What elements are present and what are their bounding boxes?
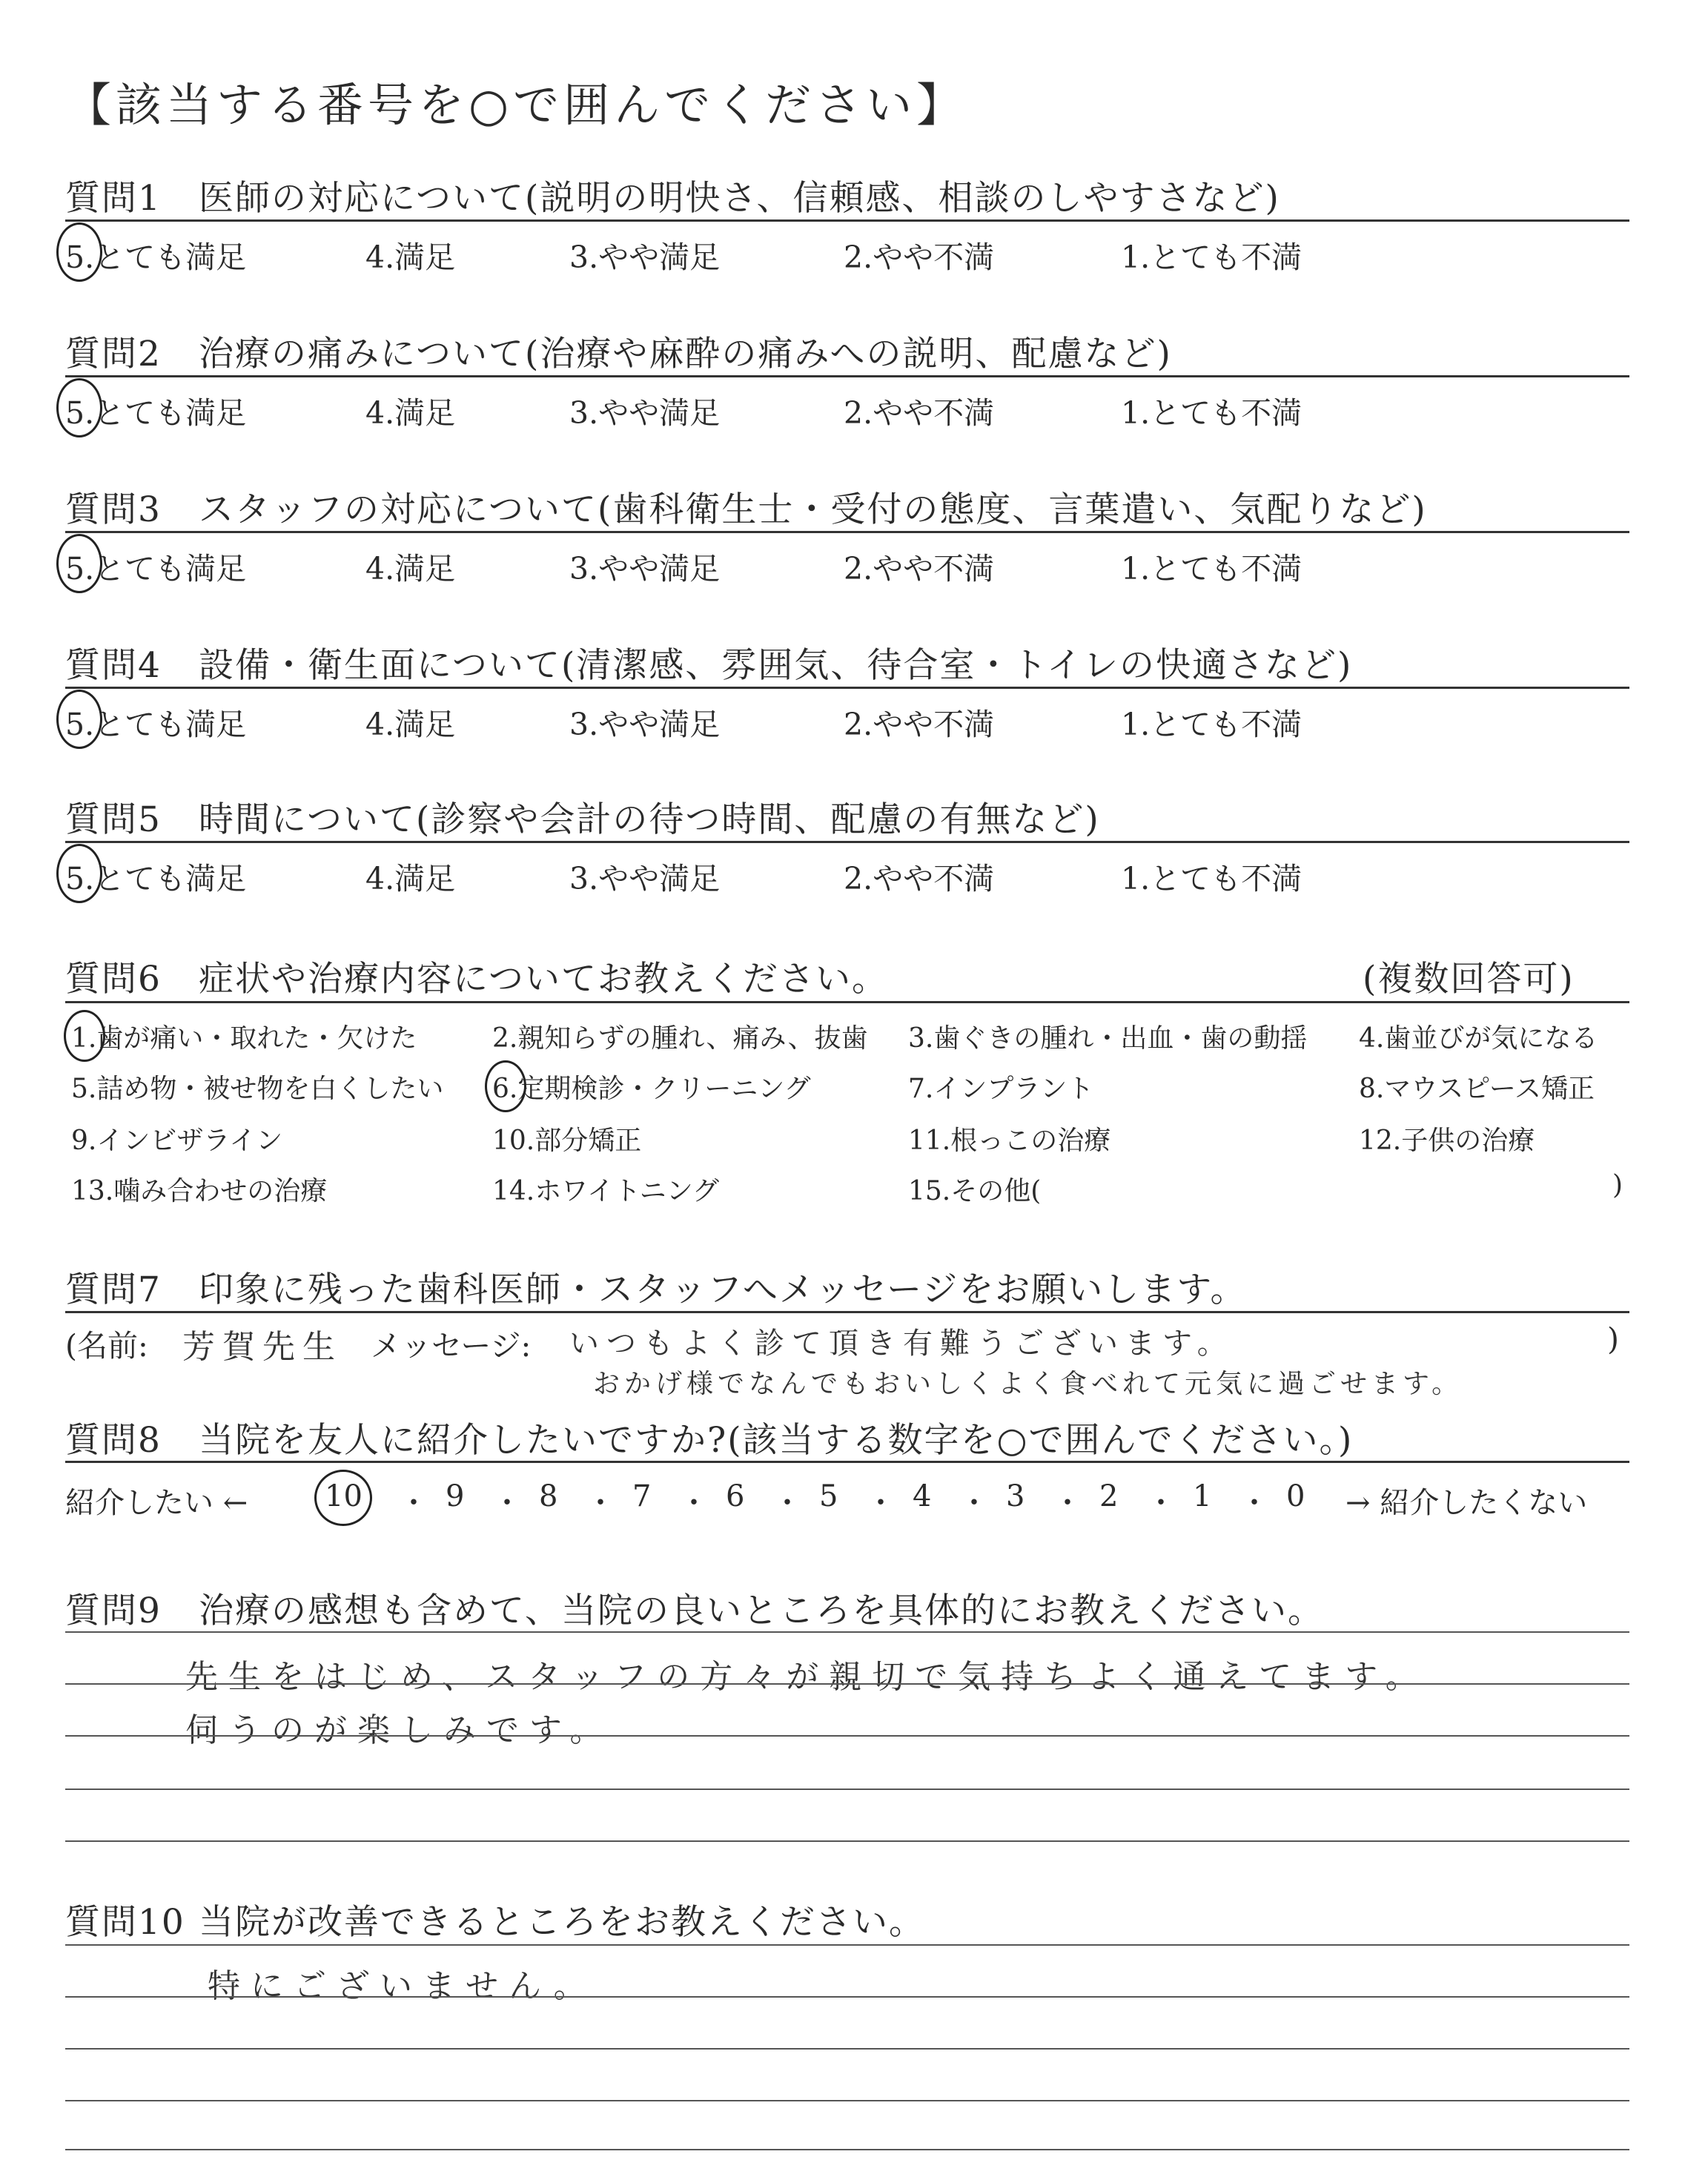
symptom-option-4[interactable]: 4.歯並びが気になる	[1359, 1023, 1598, 1054]
scale-separator: ・	[866, 1486, 896, 1520]
symptom-option-12[interactable]: 12.子供の治療	[1359, 1126, 1535, 1156]
scale-separator: ・	[959, 1486, 989, 1520]
rating-option-1[interactable]: 1.とても不満	[1121, 861, 1302, 896]
question-5-heading	[65, 792, 1100, 842]
scale-separator: ・	[586, 1486, 615, 1520]
question-text: 治療の感想も含めて、当院の良いところを具体的にお教えください。	[199, 1591, 1325, 1631]
rating-option-2[interactable]: 2.やや不満	[844, 707, 995, 742]
scale-separator: ・	[1146, 1486, 1176, 1520]
q10-answer-line-1: 特にございません。	[208, 1967, 597, 2005]
message-line-1: いつもよく診て頂き有難うございます。	[569, 1327, 1234, 1361]
rating-option-3[interactable]: 3.やや満足	[569, 861, 721, 896]
question-3-heading	[65, 482, 1427, 532]
selection-circle	[64, 1010, 105, 1062]
rating-option-1[interactable]: 1.とても不満	[1121, 395, 1302, 431]
rating-option-2[interactable]: 2.やや不満	[844, 240, 995, 275]
question-number: 質問3	[65, 489, 162, 530]
symptom-option-8[interactable]: 8.マウスピース矯正	[1359, 1074, 1595, 1104]
symptom-option-5[interactable]: 5.詰め物・被せ物を白くしたい	[71, 1074, 444, 1104]
selection-circle	[56, 690, 102, 749]
question-text: 当院を友人に紹介したいですか?(該当する数字を○で囲んでください。)	[199, 1420, 1354, 1461]
question-text: 医師の対応について(説明の明快さ、信頼感、相談のしやすさなど)	[199, 178, 1280, 219]
question-7-rule	[65, 1311, 1629, 1313]
symptom-option-9[interactable]: 9.インビザライン	[71, 1126, 283, 1156]
multiple-answer-note: (複数回答可)	[1363, 959, 1575, 1000]
question-number: 質問6	[65, 959, 162, 1000]
scale-value-9[interactable]: 9	[446, 1479, 465, 1513]
answer-line	[65, 1789, 1629, 1790]
question-text: 治療の痛みについて(治療や麻酔の痛みへの説明、配慮など)	[199, 334, 1172, 374]
question-text: 当院が改善できるところをお教えください。	[199, 1902, 925, 1943]
question-2-heading	[65, 326, 1172, 376]
question-1-rule	[65, 219, 1629, 222]
scale-value-1[interactable]: 1	[1193, 1479, 1212, 1513]
answer-line	[65, 2048, 1629, 2050]
rating-option-4[interactable]: 4.満足	[365, 551, 456, 587]
symptom-option-6[interactable]: 6.定期検診・クリーニング	[492, 1074, 811, 1104]
question-5-rule	[65, 841, 1629, 843]
rating-option-5[interactable]: 5.とても満足	[65, 707, 247, 742]
answer-line	[65, 1996, 1629, 1998]
scale-value-8[interactable]: 8	[539, 1479, 558, 1513]
question-2-rule	[65, 375, 1629, 377]
recommend-right-label: → 紹介したくない	[1345, 1486, 1588, 1520]
rating-option-1[interactable]: 1.とても不満	[1121, 240, 1302, 275]
scale-separator: ・	[1053, 1486, 1082, 1520]
symptom-option-10[interactable]: 10.部分矯正	[492, 1126, 642, 1156]
question-1-heading	[65, 171, 1280, 220]
scale-value-4[interactable]: 4	[913, 1479, 932, 1513]
question-text: 設備・衛生面について(清潔感、雰囲気、待合室・トイレの快適さなど)	[199, 645, 1353, 686]
message-close-paren: )	[1607, 1321, 1619, 1357]
rating-option-4[interactable]: 4.満足	[365, 861, 456, 896]
scale-separator: ・	[772, 1486, 802, 1520]
other-close-paren: )	[1612, 1170, 1623, 1200]
selection-circle	[56, 378, 102, 437]
symptom-option-15[interactable]: 15.その他(	[908, 1176, 1042, 1206]
symptom-option-3[interactable]: 3.歯ぐきの腫れ・出血・歯の動揺	[908, 1023, 1308, 1054]
rating-option-4[interactable]: 4.満足	[365, 707, 456, 742]
scale-separator: ・	[492, 1486, 522, 1520]
answer-line	[65, 1735, 1629, 1737]
question-text: 症状や治療内容についてお教えください。	[199, 959, 889, 1000]
question-9-heading	[65, 1583, 1324, 1633]
rating-option-3[interactable]: 3.やや満足	[569, 707, 721, 742]
selection-circle	[56, 844, 102, 903]
recommend-left-label: 紹介したい ←	[65, 1486, 248, 1520]
rating-option-4[interactable]: 4.満足	[365, 240, 456, 275]
selection-circle	[56, 534, 102, 593]
symptom-option-2[interactable]: 2.親知らずの腫れ、痛み、抜歯	[492, 1023, 868, 1054]
name-label: (名前:	[65, 1328, 148, 1364]
symptom-option-7[interactable]: 7.インプラント	[908, 1074, 1094, 1104]
rating-option-2[interactable]: 2.やや不満	[844, 551, 995, 587]
symptom-option-1[interactable]: 1.歯が痛い・取れた・欠けた	[71, 1023, 417, 1054]
answer-line	[65, 2100, 1629, 2101]
question-number: 質問1	[65, 178, 162, 219]
question-number: 質問4	[65, 645, 162, 686]
answer-line	[65, 1944, 1629, 1946]
answer-line	[65, 1683, 1629, 1685]
symptom-option-13[interactable]: 13.噛み合わせの治療	[71, 1176, 328, 1206]
selection-circle	[56, 222, 102, 282]
rating-option-5[interactable]: 5.とても満足	[65, 861, 247, 896]
scale-value-2[interactable]: 2	[1099, 1479, 1119, 1513]
rating-option-3[interactable]: 3.やや満足	[569, 240, 721, 275]
scale-separator: ・	[679, 1486, 709, 1520]
rating-option-3[interactable]: 3.やや満足	[569, 551, 721, 587]
q9-answer-line-1: 先生をはじめ、スタッフの方々が親切で気持ちよく通えてます。	[185, 1658, 1429, 1696]
symptom-option-11[interactable]: 11.根っこの治療	[908, 1126, 1111, 1156]
answer-line	[65, 1631, 1629, 1633]
question-number: 質問2	[65, 334, 162, 374]
scale-value-7[interactable]: 7	[632, 1479, 652, 1513]
question-10-heading	[65, 1895, 925, 1944]
question-number: 質問9	[65, 1591, 162, 1631]
rating-option-4[interactable]: 4.満足	[365, 395, 456, 431]
scale-separator: ・	[399, 1486, 428, 1520]
message-label: メッセージ:	[371, 1328, 532, 1364]
question-4-heading	[65, 638, 1352, 687]
question-8-rule	[65, 1461, 1629, 1463]
answer-line	[65, 2149, 1629, 2150]
question-text: スタッフの対応について(歯科衛生士・受付の態度、言葉遣い、気配りなど)	[199, 489, 1427, 530]
rating-option-1[interactable]: 1.とても不満	[1121, 551, 1302, 587]
name-handwritten: 芳賀先生	[182, 1328, 342, 1366]
question-6-rule	[65, 1001, 1629, 1003]
rating-option-5[interactable]: 5.とても満足	[65, 240, 247, 275]
question-number: 質問10	[65, 1902, 185, 1943]
scale-value-5[interactable]: 5	[819, 1479, 838, 1513]
scale-value-3[interactable]: 3	[1006, 1479, 1025, 1513]
rating-option-3[interactable]: 3.やや満足	[569, 395, 721, 431]
selection-circle	[314, 1470, 372, 1526]
rating-option-5[interactable]: 5.とても満足	[65, 395, 247, 431]
scale-value-0[interactable]: 0	[1286, 1479, 1305, 1513]
message-line-2: おかげ様でなんでもおいしくよく食べれて元気に過ごせます。	[593, 1369, 1463, 1399]
question-3-rule	[65, 531, 1629, 533]
question-7-heading	[65, 1262, 1246, 1312]
rating-option-2[interactable]: 2.やや不満	[844, 861, 995, 896]
question-number: 質問7	[65, 1269, 162, 1310]
scale-value-10[interactable]: 10	[325, 1479, 363, 1513]
question-8-heading	[65, 1413, 1353, 1462]
scale-separator: ・	[1239, 1486, 1269, 1520]
rating-option-2[interactable]: 2.やや不満	[844, 395, 995, 431]
symptom-option-14[interactable]: 14.ホワイトニング	[492, 1176, 720, 1206]
rating-option-1[interactable]: 1.とても不満	[1121, 707, 1302, 742]
answer-line	[65, 1840, 1629, 1842]
question-number: 質問8	[65, 1420, 162, 1461]
question-6-heading	[65, 951, 888, 1001]
question-text: 印象に残った歯科医師・スタッフへメッセージをお願いします。	[199, 1269, 1247, 1310]
q9-answer-line-2: 伺うのが楽しみです。	[185, 1711, 613, 1749]
question-4-rule	[65, 687, 1629, 689]
page-title: 【該当する番号を○で囲んでください】	[65, 78, 967, 132]
selection-circle	[485, 1060, 526, 1112]
question-number: 質問5	[65, 799, 162, 840]
question-text: 時間について(診察や会計の待つ時間、配慮の有無など)	[199, 799, 1100, 840]
scale-value-6[interactable]: 6	[726, 1479, 745, 1513]
rating-option-5[interactable]: 5.とても満足	[65, 551, 247, 587]
